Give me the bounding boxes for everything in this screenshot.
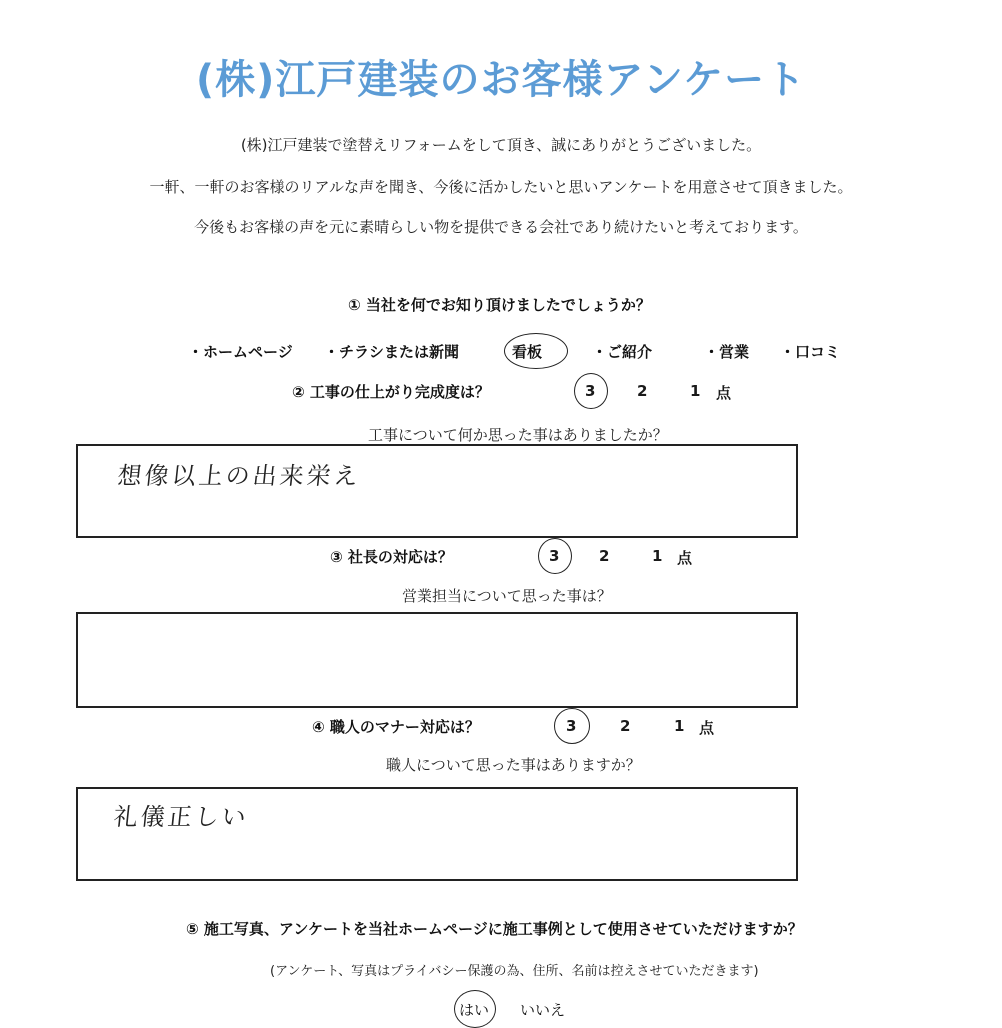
- q1-option-word-of-mouth[interactable]: ・口コミ: [780, 343, 841, 361]
- q2-rating-3[interactable]: 3: [585, 382, 596, 400]
- q4-rating-2[interactable]: 2: [620, 717, 631, 735]
- q4-rating-1[interactable]: 1: [674, 717, 685, 735]
- question-5-label: ⑤ 施工写真、アンケートを当社ホームページに施工事例として使用させていただけますか？: [186, 920, 803, 938]
- q1-option-homepage[interactable]: ・ホームページ: [188, 343, 293, 361]
- question-1-label: ① 当社を何でお知り頂けましたでしょうか？: [348, 296, 651, 314]
- q3-rating-2[interactable]: 2: [599, 547, 610, 565]
- q3-rating-3[interactable]: 3: [549, 547, 560, 565]
- q1-option-signboard[interactable]: 看板: [512, 343, 543, 361]
- q2-answer-box[interactable]: [76, 444, 798, 538]
- q5-option-no[interactable]: いいえ: [520, 1001, 566, 1019]
- q2-sub-question: 工事について何か思った事はありましたか？: [368, 426, 668, 444]
- survey-title: (株)江戸建装のお客様アンケート: [195, 57, 807, 103]
- question-3-label: ③ 社長の対応は？: [330, 548, 453, 566]
- q3-rating-1[interactable]: 1: [652, 547, 663, 565]
- q1-option-referral[interactable]: ・ご紹介: [592, 343, 653, 361]
- q2-handwritten-answer: 想像以上の出来栄え: [116, 462, 363, 490]
- q3-rating-unit: 点: [677, 549, 693, 567]
- q5-privacy-note: (アンケート、写真はプライバシー保護の為、住所、名前は控えさせていただきます): [270, 964, 759, 979]
- intro-line-1: (株)江戸建装で塗替えリフォームをして頂き、誠にありがとうございました。: [240, 136, 762, 154]
- q4-rating-3[interactable]: 3: [566, 717, 577, 735]
- q2-rating-1[interactable]: 1: [690, 382, 701, 400]
- q2-rating-unit: 点: [716, 384, 732, 402]
- q2-rating-2[interactable]: 2: [637, 382, 648, 400]
- intro-line-3: 今後もお客様の声を元に素晴らしい物を提供できる会社であり続けたいと考えております。: [194, 218, 808, 236]
- q1-option-sales[interactable]: ・営業: [704, 343, 750, 361]
- question-4-label: ④ 職人のマナー対応は？: [312, 718, 480, 736]
- q5-option-yes[interactable]: はい: [459, 1001, 490, 1019]
- q4-handwritten-answer: 礼儀正しい: [112, 803, 251, 831]
- q4-sub-question: 職人について思った事はありますか？: [386, 756, 641, 774]
- q4-rating-unit: 点: [699, 719, 715, 737]
- question-2-label: ② 工事の仕上がり完成度は？: [292, 383, 490, 401]
- q3-sub-question: 営業担当について思った事は？: [402, 587, 612, 605]
- q4-answer-box[interactable]: [76, 787, 798, 881]
- q1-option-flyer[interactable]: ・チラシまたは新聞: [324, 343, 460, 361]
- q3-answer-box[interactable]: [76, 612, 798, 708]
- intro-line-2: 一軒、一軒のお客様のリアルな声を聞き、今後に活かしたいと思いアンケートを用意させて頂きました。: [149, 178, 853, 196]
